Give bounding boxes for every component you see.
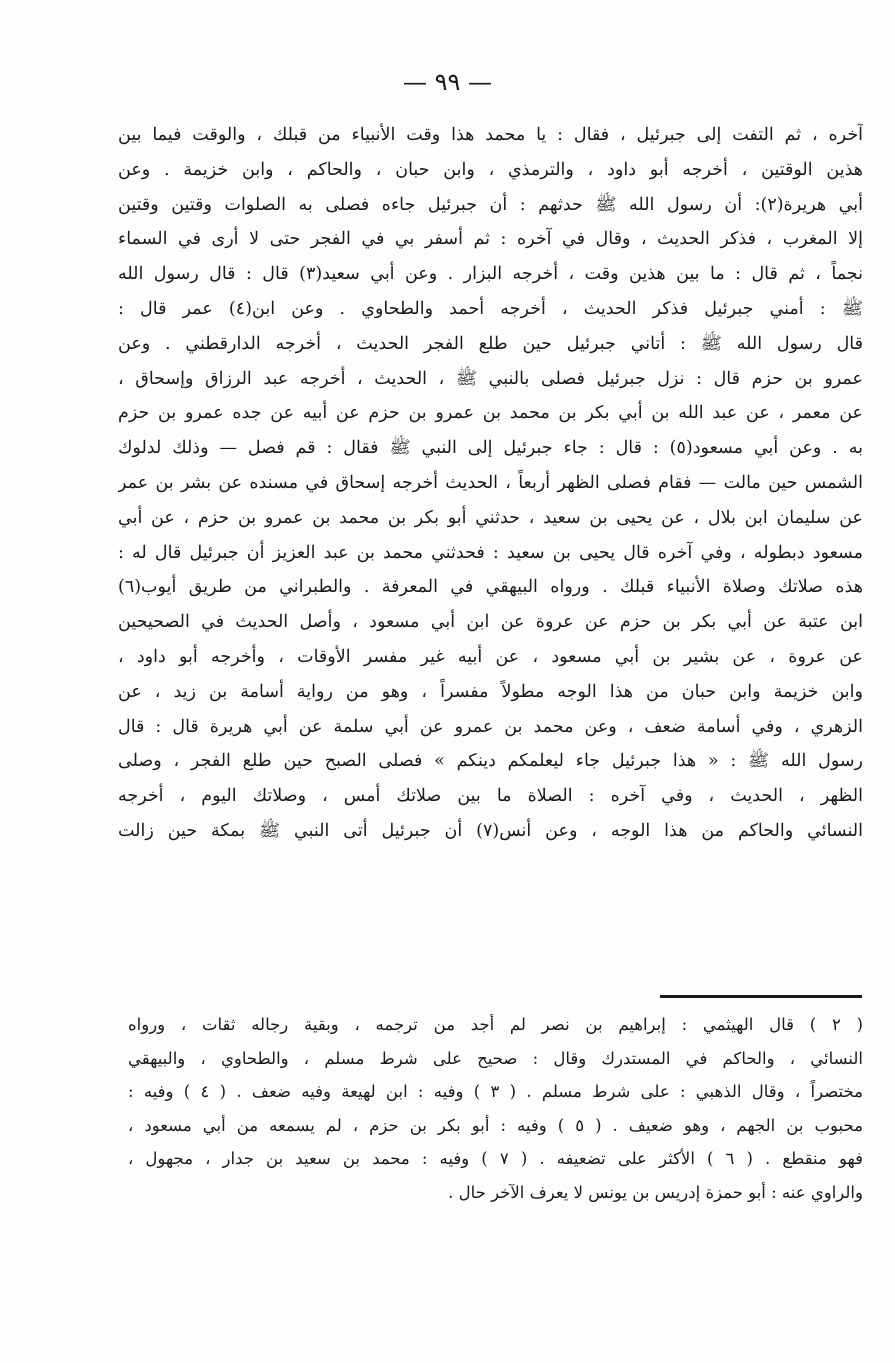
footnote-line: مختصراً ، وقال الذهبي : على شرط مسلم . ( ٣ ) وفيه : ابن لهيعة وفيه ضعف . ( ٤ ) وفيه : <box>128 1082 863 1101</box>
text-line: النسائي والحاكم من هذا الوجه ، وعن أنس(٧) أن جبرئيل أتى النبي ﷺ بمكة حين زالت <box>118 820 863 841</box>
footnote-line: فهو منقطع . ( ٦ ) الأكثر على تضعيفه . ( ٧ ) وفيه : محمد بن سعيد بن جدار ، مجهول ، <box>128 1149 863 1168</box>
footnote-separator <box>660 995 862 998</box>
text-line: رسول الله ﷺ : « هذا جبرئيل جاء ليعلمكم دينكم » فصلى الصبح حين طلع الفجر ، وصلى <box>118 751 863 772</box>
footnote-line: محبوب بن الجهم ، وهو ضعيف . ( ٥ ) وفيه : أبو بكر بن حزم ، لم يسمعه من أبي مسعود ، <box>128 1115 863 1135</box>
text-line: وابن خزيمة وابن حبان من هذا الوجه مطولاً مفسراً ، وهو من رواية أسامة بن زيد ، عن <box>118 681 863 702</box>
text-line: مسعود دبطوله ، وفي آخره قال يحيى بن سعيد : فحدثني محمد بن عبد العزيز أن جبرئيل قال له : <box>118 542 863 563</box>
text-line: الشمس حين مالت — فقام فصلى الظهر أربعاً ، الحديث أخرجه إسحاق في مسنده عن بشر بن عمر <box>118 472 863 493</box>
text-line: ﷺ : أمني جبرئيل فذكر الحديث ، أخرجه أحمد والطحاوي . وعن ابن(٤) عمر قال : <box>118 298 863 319</box>
text-line: هذه صلاتك وصلاة الأنبياء قبلك . ورواه البيهقي في المعرفة . والطبراني من طريق أيوب(٦) <box>118 577 863 598</box>
text-line: به . وعن أبي مسعود(٥) : قال : جاء جبرئيل إلى النبي ﷺ فقال : قم فصل — وذلك لدلوك <box>118 438 863 459</box>
main-text <box>118 118 863 849</box>
text-line: الظهر ، الحديث ، وفي آخره : الصلاة ما بين صلاتك أمس ، وصلاتك اليوم ، أخرجه <box>118 786 863 807</box>
text-line: آخره ، ثم التفت إلى جبرئيل ، فقال : يا محمد هذا وقت الأنبياء من قبلك ، والوقت فيما بين <box>118 125 863 145</box>
text-line: عن سليمان ابن بلال ، عن يحيى بن سعيد ، حدثني أبو بكر بن محمد بن عمرو بن حزم ، عن أبي <box>118 507 863 528</box>
text-line: نجماً ، ثم قال : ما بين هذين وقت ، أخرجه البزار . وعن أبي سعيد(٣) قال : قال رسول الله <box>118 264 863 285</box>
footnote-line: النسائي ، والحاكم في المستدرك وقال : صحيح على شرط مسلم ، والطحاوي ، والبيهقي <box>128 1048 863 1068</box>
text-line: إلا المغرب ، فذكر الحديث ، وقال في آخره : ثم أسفر بي في الفجر حتى لا أرى في السماء <box>118 229 863 250</box>
text-line: عن معمر ، عن عبد الله بن أبي بكر بن محمد بن عمرو بن حزم عن أبيه عن جده عمرو بن حزم <box>118 403 863 424</box>
text-line: الزهري ، وفي أسامة ضعف ، وعن محمد بن عمرو عن أبي سلمة عن أبي هريرة قال : قال <box>118 716 863 737</box>
page-number: — ٩٩ — <box>402 68 493 96</box>
text-line: أبي هريرة(٢): أن رسول الله ﷺ حدثهم : أن جبرئيل جاءه فصلى به الصلوات وقتين وقتين <box>118 194 863 215</box>
footnote-line: ( ٢ ) قال الهيثمي : إبراهيم بن نصر لم أجد من ترجمه ، وبقية رجاله ثقات ، ورواه <box>128 1015 863 1034</box>
footnote-line: والراوي عنه : أبو حمزة إدريس بن يونس لا يعرف الآخر حال . <box>448 1182 863 1202</box>
text-line: عن عروة ، عن بشير بن أبي مسعود ، عن أبيه غير مفسر الأوقات ، وأخرجه أبو داود ، <box>118 646 863 667</box>
footnotes <box>128 1008 863 1209</box>
text-line: هذين الوقتين ، أخرجه أبو داود ، والترمذي ، وابن حبان ، والحاكم ، وابن خزيمة . وعن <box>118 159 863 180</box>
text-line: عمرو بن حزم قال : نزل جبرئيل فصلى بالنبي ﷺ ، الحديث ، أخرجه عبد الرزاق وإسحاق ، <box>118 368 863 389</box>
text-line: ابن عتبة عن أبي بكر بن حزم عن عروة عن ابن أبي مسعود ، وأصل الحديث في الصحيحين <box>118 612 863 633</box>
text-line: قال رسول الله ﷺ : أتاني جبرئيل حين طلع الفجر الحديث ، أخرجه الدارقطني . وعن <box>118 333 863 354</box>
